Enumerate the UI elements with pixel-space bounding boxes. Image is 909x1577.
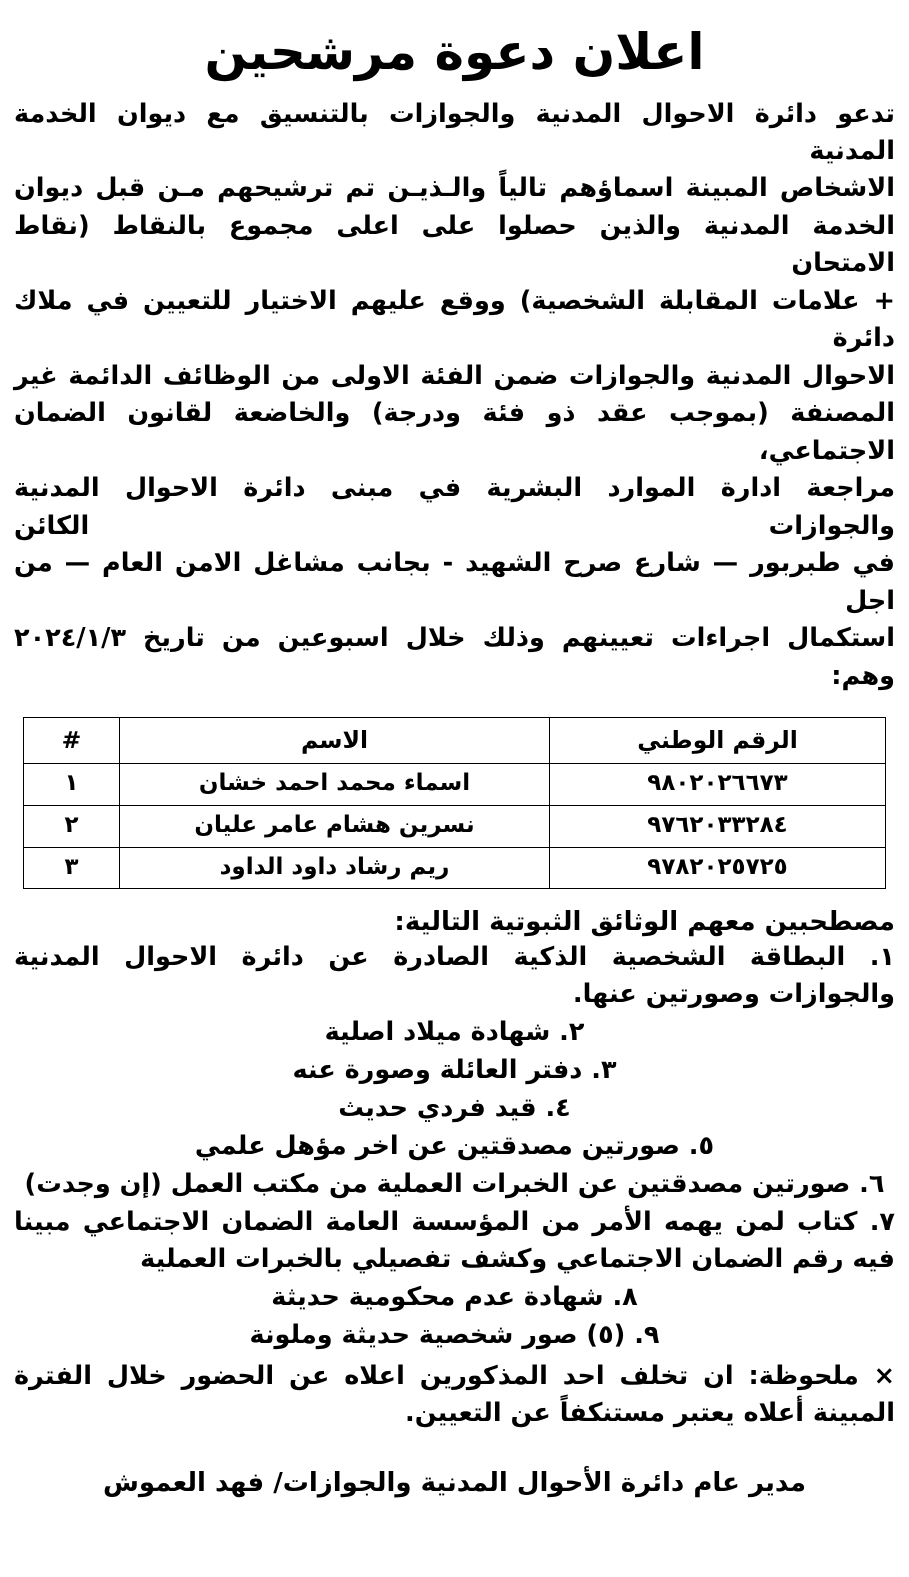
table-row [24, 806, 886, 848]
list-item: ٥. صورتين مصدقتين عن اخر مؤهل علمي [194, 1131, 715, 1162]
table-row [24, 764, 886, 806]
column-header-national-id: الرقم الوطني [550, 718, 886, 764]
documents-heading: مصطحبين معهم الوثائق الثبوتية التالية: [394, 907, 895, 938]
list-item: ٩. (٥) صور شخصية حديثة وملونة [249, 1319, 660, 1350]
intro-line-1: تدعو دائرة الاحوال المدنية والجوازات بالتنسيق مع ديوان الخدمة المدنية [14, 98, 895, 166]
list-item: ٣. دفتر العائلة وصورة عنه [292, 1055, 617, 1086]
intro-line-2: الاشخاص المبينة اسماؤهم تالياً والـذيـن تم ترشيحهم مـن قبل ديوان [14, 173, 895, 204]
intro-line-5: الاحوال المدنية والجوازات ضمن الفئة الاولى من الوظائف الدائمة غير [14, 360, 895, 391]
list-item: ٤. قيد فردي حديث [338, 1093, 571, 1124]
list-item: ٨. شهادة عدم محكومية حديثة [271, 1281, 638, 1312]
cell-number: ٣ [24, 847, 120, 889]
intro-line-7: مراجعة ادارة الموارد البشرية في مبنى دائرة الاحوال المدنية والجوازات الكائن [14, 473, 895, 541]
intro-line-6: المصنفة (بموجب عقد ذو فئة ودرجة) والخاضعة لقانون الضمان الاجتماعي، [14, 398, 895, 466]
intro-line-8: في طبربور — شارع صرح الشهيد - بجانب مشاغل الامن العام — من اجل [14, 548, 895, 616]
documents-list [14, 939, 895, 1354]
page-title: اعلان دعوة مرشحين [204, 23, 705, 81]
intro-line-4: + علامات المقابلة الشخصية) ووقع عليهم الاختيار للتعيين في ملاك دائرة [14, 285, 895, 354]
candidates-table [23, 717, 886, 889]
cell-name: ريم رشاد داود الداود [120, 847, 550, 889]
table-header-row [24, 718, 886, 764]
column-header-name: الاسم [120, 718, 550, 764]
note-text: × ملحوظة: ان تخلف احد المذكورين اعلاه عن الحضور خلال الفترة المبينة أعلاه يعتبر مستنكفاً عن التعيين. [14, 1360, 895, 1428]
list-item: ٢. شهادة ميلاد اصلية [324, 1017, 585, 1048]
cell-name: اسماء محمد احمد خشان [120, 764, 550, 806]
intro-paragraph [14, 96, 895, 696]
cell-number: ٢ [24, 806, 120, 848]
list-item: ٦. صورتين مصدقتين عن الخبرات العملية من مكتب العمل (إن وجدت) [24, 1169, 885, 1200]
signature-line: مدير عام دائرة الأحوال المدنية والجوازات/ فهد العموش [102, 1467, 807, 1498]
cell-national-id: ٩٨٠٢٠٢٦٦٧٣ [550, 764, 886, 806]
intro-line-9: استكمال اجراءات تعيينهم وذلك خلال اسبوعين من تاريخ ٢٠٢٤/١/٣ وهم: [14, 623, 895, 691]
cell-national-id: ٩٧٨٢٠٢٥٧٢٥ [550, 847, 886, 889]
intro-line-3: الخدمة المدنية والذين حصلوا على اعلى مجموع بالنقاط (نقاط الامتحان [14, 210, 895, 279]
cell-national-id: ٩٧٦٢٠٣٣٢٨٤ [550, 806, 886, 848]
table-row [24, 847, 886, 889]
cell-name: نسرين هشام عامر عليان [120, 806, 550, 848]
cell-number: ١ [24, 764, 120, 806]
column-header-number: # [24, 718, 120, 764]
list-item: ٧. كتاب لمن يهمه الأمر من المؤسسة العامة الضمان الاجتماعي مبينا فيه رقم الضمان الاجتماعي وكشف تفصيلي بالخبرات العملية [14, 1207, 895, 1274]
list-item: ١. البطاقة الشخصية الذكية الصادرة عن دائرة الاحوال المدنية والجوازات وصورتين عنها. [14, 942, 895, 1010]
